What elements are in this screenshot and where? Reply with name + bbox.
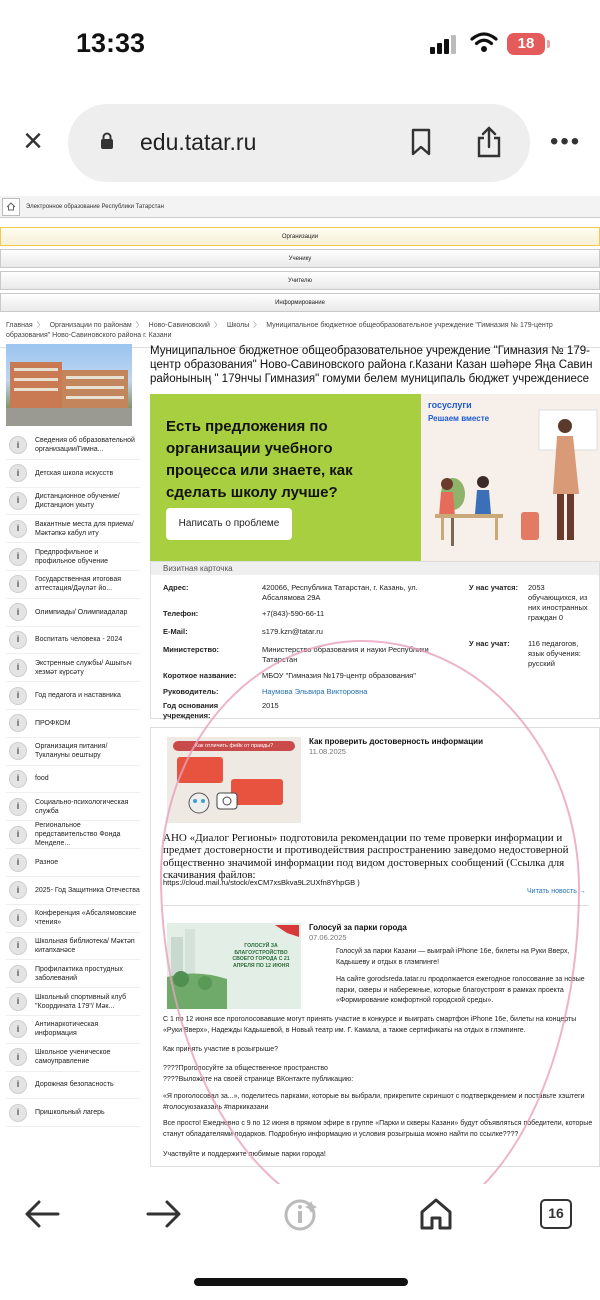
sidebar-item[interactable]: i Олимпиады/ Олимпиадалар	[6, 599, 140, 627]
breadcrumb-schools[interactable]: Школы	[226, 322, 250, 329]
sidebar-item[interactable]: i Разное	[6, 849, 140, 877]
news-date: 11.08.2025	[309, 747, 346, 756]
info-icon: i	[9, 937, 27, 955]
sidebar-item[interactable]: i Конференция «Абсалямовские чтения»	[6, 905, 140, 933]
sidebar-item[interactable]: i Дорожная безопасность	[6, 1072, 140, 1100]
sidebar-item[interactable]: i Дистанционное обучение/ Дистанцион укыту	[6, 488, 140, 516]
news-title[interactable]: Как проверить достоверность информации	[309, 737, 483, 746]
sidebar-item[interactable]: i Профилактика простудных заболеваний	[6, 960, 140, 988]
sidebar-item[interactable]: i Социально-психологическая служба	[6, 793, 140, 821]
gosuslugi-banner[interactable]	[150, 394, 600, 561]
gosuslugi-logo: госуслуги	[428, 400, 472, 410]
forward-arrow-icon[interactable]	[146, 1199, 182, 1229]
info-icon: i	[9, 603, 27, 621]
sidebar-item[interactable]: i Школьный спортивный клуб "Координата 179"/ Мәк...	[6, 988, 140, 1016]
info-icon: i	[9, 492, 27, 510]
ai-assistant-icon[interactable]	[283, 1197, 319, 1233]
news-paragraph: Как принять участие в розыгрыше?	[163, 1046, 279, 1053]
share-icon[interactable]	[476, 126, 502, 158]
news-image-caption: ГОЛОСУЙ ЗА БЛАГОУСТРОЙСТВО СВОЕГО ГОРОДА С 21 АПРЕЛЯ ПО 12 ИЮНЯ	[232, 943, 290, 969]
back-arrow-icon[interactable]	[24, 1199, 60, 1229]
sidebar-item[interactable]: i Детская школа искусств	[6, 460, 140, 488]
business-card	[150, 561, 600, 719]
home-icon[interactable]	[419, 1197, 453, 1231]
banner-text: Есть предложения по организации учебного процесса или знаете, как сделать школу лучше?	[166, 418, 353, 501]
sidebar-item[interactable]: i Школьная библиотека/ Мәктәп китапханәсе	[6, 933, 140, 961]
head-label: Руководитель:	[163, 687, 219, 696]
ministry-label: Министерство:	[163, 645, 220, 654]
classroom-illustration	[421, 394, 600, 561]
breadcrumb-district[interactable]: Ново-Савиновский	[148, 322, 210, 329]
info-icon: i	[9, 1048, 27, 1066]
short-name-value: МБОУ "Гимназия №179-центр образования"	[262, 671, 416, 680]
news-paragraph: Голосуй за парки Казани — выиграй iPhone 16e, билеты на Руки Вверх, Кадышеву и отдых в глэмпинге!	[336, 948, 570, 966]
news-paragraph: Участвуйте и поддержите любимые парки города!	[163, 1151, 326, 1158]
info-icon: i	[9, 548, 27, 566]
sidebar-item[interactable]: i Воспитать человека - 2024	[6, 627, 140, 655]
sidebar-item[interactable]: i ПРОФКОМ	[6, 710, 140, 738]
info-icon: i	[9, 965, 27, 983]
sidebar-item[interactable]: i food	[6, 766, 140, 794]
info-icon: i	[9, 881, 27, 899]
news-paragraph: ????Проголосуйте за общественное пространство	[163, 1065, 328, 1072]
news-title[interactable]: Голосуй за парки города	[309, 923, 407, 932]
info-icon: i	[9, 659, 27, 677]
web-page	[0, 196, 600, 1184]
news-image[interactable]	[167, 923, 301, 1009]
url-text: edu.tatar.ru	[140, 129, 257, 155]
info-icon: i	[9, 1076, 27, 1094]
banner-illustration	[421, 394, 600, 561]
news-download-link[interactable]: https://cloud.mail.ru/stock/exCM7xsBkva9L2UXfn8YhpGB )	[163, 878, 360, 887]
card-header: Визитная карточка	[151, 562, 599, 575]
sidebar-item[interactable]: i Государственная итоговая аттестация/Дәүләт йо...	[6, 571, 140, 599]
students-value: 2053 обучающихся, из них иностранных граждан 0	[528, 583, 588, 622]
news-paragraph: Все просто! Ежедневно с 9 по 12 июня в прямом эфире в группе «Парки и скверы Казани» будут объявляться победители, которые станут обладателями подарков. Подробную информацию и условия розыгрыша можно найти по ссылке????	[163, 1120, 593, 1138]
site-header	[0, 196, 600, 218]
info-icon: i	[9, 909, 27, 927]
news-paragraph: ????Выложите на своей странице ВКонтакте публикацию:	[163, 1076, 354, 1083]
teachers-value: 116 педагогов, язык обучения: русский	[528, 639, 581, 668]
breadcrumb-current: Муниципальное бюджетное общеобразовательное учреждение "Гимназия № 179-центр образования" Ново-Савиновского района г. Казани	[6, 322, 553, 339]
tabs-counter-button[interactable]: 16	[540, 1199, 572, 1229]
more-options-icon[interactable]: •••	[550, 128, 582, 155]
clock: 13:33	[76, 28, 146, 58]
info-icon: i	[9, 826, 27, 844]
year-label: Год основания учреждения:	[163, 701, 219, 720]
battery-indicator: 18	[507, 33, 545, 55]
breadcrumb-home[interactable]: Главная	[6, 322, 33, 329]
students-label: У нас учатся:	[469, 583, 519, 592]
breadcrumb-districts[interactable]: Организации по районам	[49, 322, 132, 329]
status-bar	[0, 0, 600, 92]
nav-student[interactable]: Ученику	[0, 249, 600, 268]
home-icon[interactable]	[2, 198, 20, 216]
page-title: Муниципальное бюджетное общеобразовательное учреждение "Гимназия № 179-центр образования" Ново-Савиновского района г.Казани Казан шәһәре Яңа Савин районының " 179нчы Гимназия" гомуми белем муниципаль бюджет учреждениесе	[150, 345, 593, 385]
close-icon[interactable]: ×	[23, 122, 43, 160]
nav-teacher[interactable]: Учителю	[0, 271, 600, 290]
info-icon: i	[9, 1104, 27, 1122]
news-image[interactable]	[167, 737, 301, 823]
sidebar	[6, 344, 140, 1127]
home-indicator	[194, 1278, 408, 1286]
email-value[interactable]: s179.kzn@tatar.ru	[262, 627, 323, 636]
gosuslugi-tagline: Решаем вместе	[428, 414, 490, 423]
info-icon: i	[9, 575, 27, 593]
bookmark-icon[interactable]	[410, 128, 432, 156]
site-header-title: Электронное образование Республики Татарстан	[26, 203, 164, 210]
breadcrumb: Главная 〉 Организации по районам 〉 Ново-Савиновский 〉 Школы 〉 Муниципальное бюджетное общеобразовательное учреждение "Гимназия № 179-центр образования" Ново-Савиновского района г. Казани	[0, 318, 600, 348]
news-list	[150, 727, 600, 1167]
browser-url-bar	[0, 100, 600, 184]
info-icon: i	[9, 742, 27, 760]
nav-organizations[interactable]: Организации	[0, 227, 600, 246]
news-date: 07.06.2025	[309, 933, 347, 942]
school-photo	[6, 344, 132, 426]
sidebar-item[interactable]: i Год педагога и наставника	[6, 682, 140, 710]
info-icon: i	[9, 993, 27, 1011]
wifi-icon	[470, 30, 498, 54]
sidebar-item[interactable]: i Сведения об образовательной организации/Гимна...	[6, 432, 140, 460]
address-label: Адрес:	[163, 583, 189, 592]
sidebar-item[interactable]: i Вакантные места для приема/Мәктәпкә кабул иту	[6, 515, 140, 543]
address-value: 420066, Республика Татарстан, г. Казань, ул. Абсалямова 29А	[262, 583, 418, 602]
phone-value: +7(843)-590-66-11	[262, 609, 325, 618]
info-icon: i	[9, 1020, 27, 1038]
info-icon: i	[9, 436, 27, 454]
email-label: E-Mail:	[163, 627, 188, 636]
sidebar-item[interactable]: i Антинаркотическая информация	[6, 1016, 140, 1044]
sidebar-item[interactable]: i Организация питания/ Туклануны оештыру	[6, 738, 140, 766]
year-value: 2015	[262, 701, 279, 710]
sidebar-item[interactable]: i Школьное ученическое самоуправление	[6, 1044, 140, 1072]
info-icon: i	[9, 798, 27, 816]
news-image-caption: Как отличить фейк от правды?	[173, 741, 295, 751]
info-icon: i	[9, 770, 27, 788]
read-more-link[interactable]: Читать новость →	[527, 888, 586, 895]
sidebar-item[interactable]: i Экстренные службы/ Ашыгыч хезмәт күрсәту	[6, 654, 140, 682]
address-field[interactable]	[68, 104, 530, 182]
news-paragraph: На сайте gorodsreda.tatar.ru продолжается ежегодное голосование за новые парки, скверы и набережные, которые благоустроят в рамках проекта «Формирование комфортной городской среды».	[336, 976, 585, 1004]
news-paragraph: «Я проголосовал за...», поделитесь парками, которые вы выбрали, прикрепите скриншот с подтверждением и поставьте хэштеги #голосуюзаказань #паркиказани	[163, 1093, 585, 1111]
info-icon: i	[9, 464, 27, 482]
ministry-value: Министерство образования и науки Республики Татарстан	[262, 645, 429, 664]
main-content	[150, 344, 600, 1167]
sidebar-item[interactable]: i Региональное представительство Фонда Менделе...	[6, 821, 140, 849]
news-paragraph: С 1 по 12 июня все проголосовавшие могут принять участие в конкурсе и выиграть смартфон iPhone 16e, билеты на концерты «Руки Вверх», Надежды Кадышевой, в Новый театр им. Г. Камала, а также сертификаты на отдых в глэмпинге.	[163, 1016, 577, 1034]
info-icon: i	[9, 520, 27, 538]
sidebar-item[interactable]: i Предпрофильное и профильное обучение	[6, 543, 140, 571]
teachers-label: У нас учат:	[469, 639, 510, 648]
nav-information[interactable]: Информирование	[0, 293, 600, 312]
report-problem-button[interactable]: Написать о проблеме	[166, 508, 292, 540]
lock-icon	[100, 132, 114, 150]
short-name-label: Короткое название:	[163, 671, 237, 680]
sidebar-item[interactable]: i Пришкольный лагерь	[6, 1099, 140, 1127]
sidebar-item[interactable]: i 2025- Год Защитника Отечества	[6, 877, 140, 905]
phone-label: Телефон:	[163, 609, 199, 618]
info-icon: i	[9, 631, 27, 649]
info-icon: i	[9, 714, 27, 732]
news-body: АНО «Диалог Регионы» подготовила рекомендации по теме проверки информации и предмет достоверности и противодействия распространению заведомо недостоверной общественно значимой информации под видом достоверных сообщений (Ссылка для скачивания файлов:	[163, 832, 569, 881]
cellular-signal-icon	[430, 34, 456, 54]
card-body	[151, 575, 599, 718]
head-link[interactable]: Наумова Эльвира Викторовна	[262, 687, 368, 696]
info-icon: i	[9, 854, 27, 872]
info-icon: i	[9, 687, 27, 705]
